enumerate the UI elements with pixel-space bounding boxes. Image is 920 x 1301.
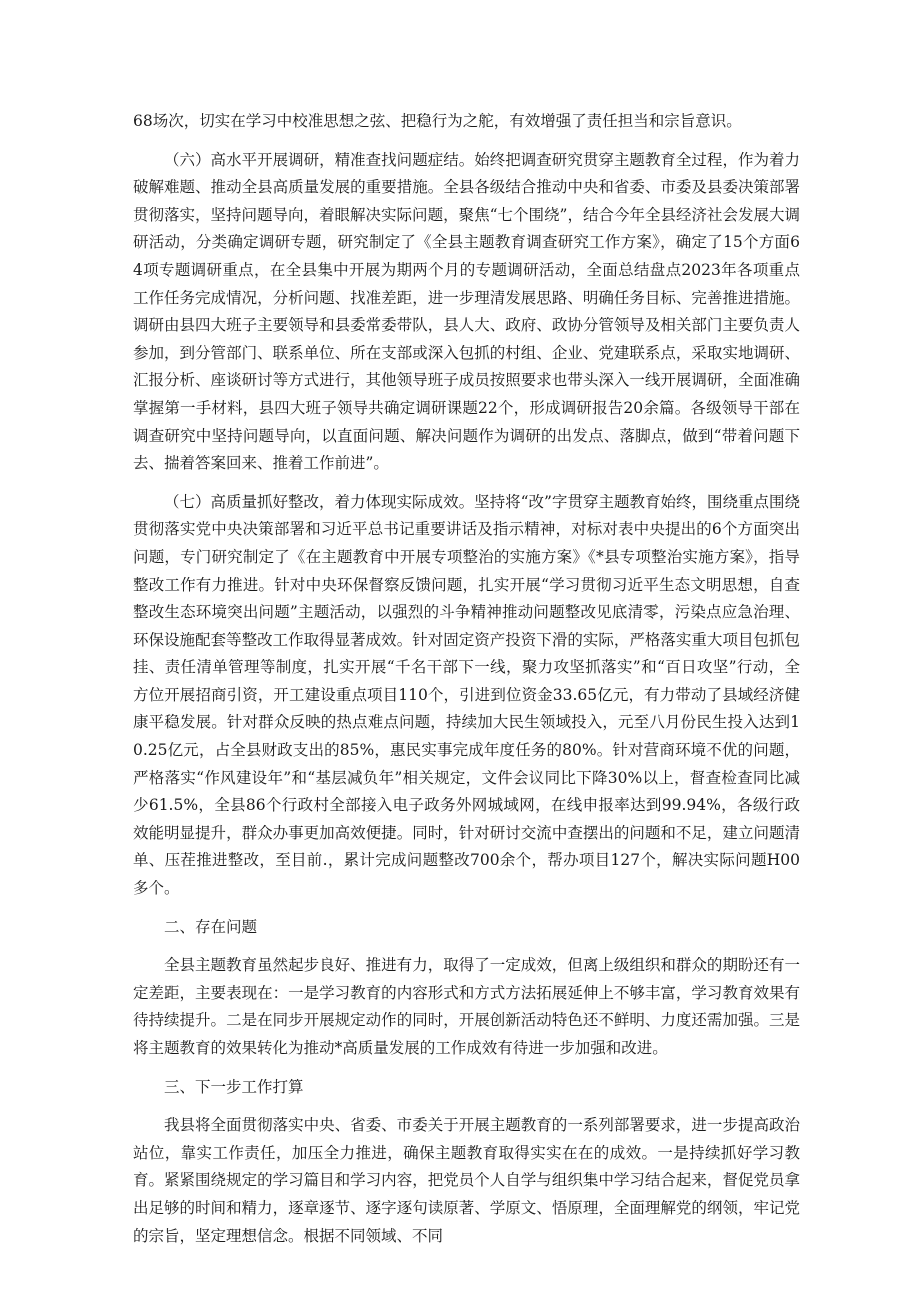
section-heading-problems: 二、存在问题 (164, 917, 258, 936)
paragraph-problems: 全县主题教育虽然起步良好、推进有力，取得了一定成效，但离上级组织和群众的期盼还有一定差距，主要表现在：一是学习教育的内容形式和方式方法拓展延伸上不够丰富，学习教育效果有待持续提升。二是在同步开展规定动作的同时，开展创新活动特色还不鲜明、力度还需加强。三是将主题教育的效果转化为推动*高质量发展的工作成效有待进一步加强和改进。 (133, 956, 800, 1057)
paragraph-continuation: 68场次，切实在学习中校准思想之弦、把稳行为之舵，有效增强了责任担当和宗旨意识。 (133, 112, 742, 130)
section-heading-next-steps: 三、下一步工作打算 (164, 1077, 304, 1096)
paragraph-next-steps: 我县将全面贯彻落实中央、省委、市委关于开展主题教育的一系列部署要求，进一步提高政治站位，靠实工作责任，加压全力推进，确保主题教育取得实实在在的成效。一是持续抓好学习教育。紧紧围绕规定的学习篇目和学习内容，把党员个人自学与组织集中学习结合起来，督促党员拿出足够的时间和精力，逐章逐节、逐字逐句读原著、学原文、悟原理，全面理解党的纲领，牢记党的宗旨，坚定理想信念。根据不同领域、不同 (133, 1116, 800, 1245)
paragraph-rectification: （七）高质量抓好整改，着力体现实际成效。坚持将“改”字贯穿主题教育始终，围绕重点围绕贯彻落实党中央决策部署和习近平总书记重要讲话及指示精神，对标对表中央提出的6个方面突出问题，专门研究制定了《在主题教育中开展专项整治的实施方案》《*县专项整治实施方案》，指导整改工作有力推进。针对中央环保督察反馈问题，扎实开展“学习贯彻习近平生态文明思想，自查整改生态环境突出问题”主题活动，以强烈的斗争精神推动问题整改见底清零，污染点应急治理、环保设施配套等整改工作取得显著成效。针对固定资产投资下滑的实际，严格落实重大项目包抓包挂、责任清单管理等制度，扎实开展“千名干部下一线，聚力攻坚抓落实”和“百日攻坚”行动，全方位开展招商引资，开工建设重点项目110个，引进到位资金33.65亿元，有力带动了县域经济健康平稳发展。针对群众反映的热点难点问题，持续加大民生领域投入，元至八月份民生投入达到10.25亿元，占全县财政支出的85%，惠民实事完成年度任务的80%。针对营商环境不优的问题，严格落实“作风建设年”和“基层减负年”相关规定，文件会议同比下降30%以上，督查检查同比减少61.5%，全县86个行政村全部接入电子政务外网城域网，在线申报率达到99.94%，各级行政效能明显提升，群众办事更加高效便捷。同时，针对研讨交流中查摆出的问题和不足，建立问题清单、压茬推进整改，至目前.，累计完成问题整改700余个，帮办项目127个，解决实际问题H00多个。 (133, 492, 800, 898)
paragraph-research: （六）高水平开展调研，精准查找问题症结。始终把调查研究贯穿主题教育全过程，作为着力破解难题、推动全县高质量发展的重要措施。全县各级结合推动中央和省委、市委及县委决策部署贯彻落实，坚持问题导向，着眼解决实际问题，聚焦“七个围绕”，结合今年全县经济社会发展大调研活动，分类确定调研专题，研究制定了《全县主题教育调查研究工作方案》，确定了15个方面64项专题调研重点，在全县集中开展为期两个月的专题调研活动，全面总结盘点2023年各项重点工作任务完成情况，分析问题、找准差距，进一步理清发展思路、明确任务目标、完善推进措施。调研由县四大班子主要领导和县委常委带队，县人大、政府、政协分管领导及相关部门主要负责人参加，到分管部门、联系单位、所在支部或深入包抓的村组、企业、党建联系点，采取实地调研、汇报分析、座谈研讨等方式进行，其他领导班子成员按照要求也带头深入一线开展调研，全面准确掌握第一手材料，县四大班子领导共确定调研课题22个，形成调研报告20余篇。各级领导干部在调查研究中坚持问题导向，以直面问题、解决问题作为调研的出发点、落脚点，做到“带着问题下去、揣着答案回来、推着工作前进”。 (133, 150, 800, 473)
document-page (133, 108, 800, 1261)
